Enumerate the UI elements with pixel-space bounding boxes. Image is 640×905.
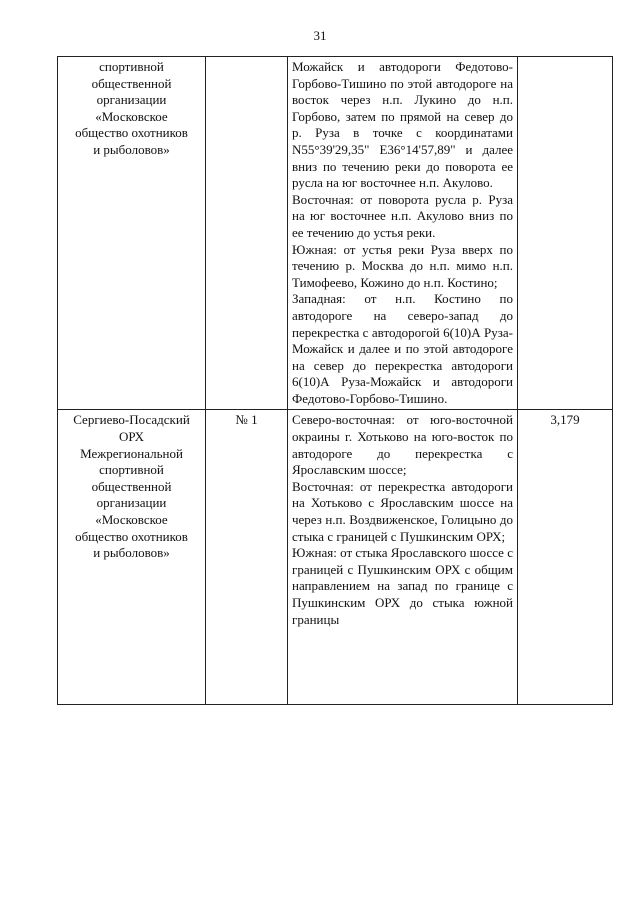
boundary-paragraph: Северо-восточная: от юго-восточной окраины г. Хотьково на юго-восток по автодороге до перекрестка с Ярославским шоссе;: [292, 412, 513, 478]
boundary-paragraph: Южная: от устья реки Руза вверх по течению р. Москва до н.п. мимо н.п. Тимофеево, Кожино до н.п. Костино;: [292, 241, 513, 290]
page-number: 31: [313, 28, 327, 43]
number-cell: № 1: [206, 410, 288, 705]
organization-cell: Сергиево-Посадский ОРХ Межрегиональной спортивной общественной организации «Московское общество охотников и рыболовов»: [58, 410, 206, 705]
boundary-description-cell: [288, 410, 518, 705]
boundary-paragraph: Восточная: от перекрестка автодороги на Хотьково с Ярославским шоссе на через н.п. Воздвиженское, Голицыно до стыка с границей с Пушкинским ОРХ;: [292, 478, 513, 544]
area-cell: [518, 57, 613, 410]
table-row: [58, 410, 613, 705]
boundary-description-cell: [288, 57, 518, 410]
boundary-paragraph: Западная: от н.п. Костино по автодороге на северо-запад до перекрестка с автодорогой 6(10)А Руза-Можайск и далее и по этой автодороге на север до перекрестка автодороги 6(10)А Руза-Можайск и автодороги Федотово-Горбово-Тишино.: [292, 291, 513, 406]
number-cell: [206, 57, 288, 410]
organization-cell: спортивной общественной организации «Московское общество охотников и рыболовов»: [58, 57, 206, 410]
area-cell: 3,179: [518, 410, 613, 705]
table-row: [58, 57, 613, 410]
boundary-paragraph: Восточная: от поворота русла р. Руза на юг восточнее н.п. Акулово вниз по ее течению до устья реки.: [292, 191, 513, 240]
boundary-paragraph: Южная: от стыка Ярославского шоссе с границей с Пушкинским ОРХ с общим направлением на запад по границе с Пушкинским ОРХ до стыка южной границы: [292, 545, 513, 627]
hunting-grounds-table: [57, 56, 613, 705]
boundary-paragraph: Можайск и автодороги Федотово-Горбово-Тишино по этой автодороге на восток через н.п. Лукино до н.п. Горбово, затем по прямой на север до р. Руза в точке с координатами N55°39'29,35" Е36°14'57,89" и далее вниз по течению реки до поворота ее русла на юг восточнее н.п. Акулово.: [292, 59, 513, 191]
